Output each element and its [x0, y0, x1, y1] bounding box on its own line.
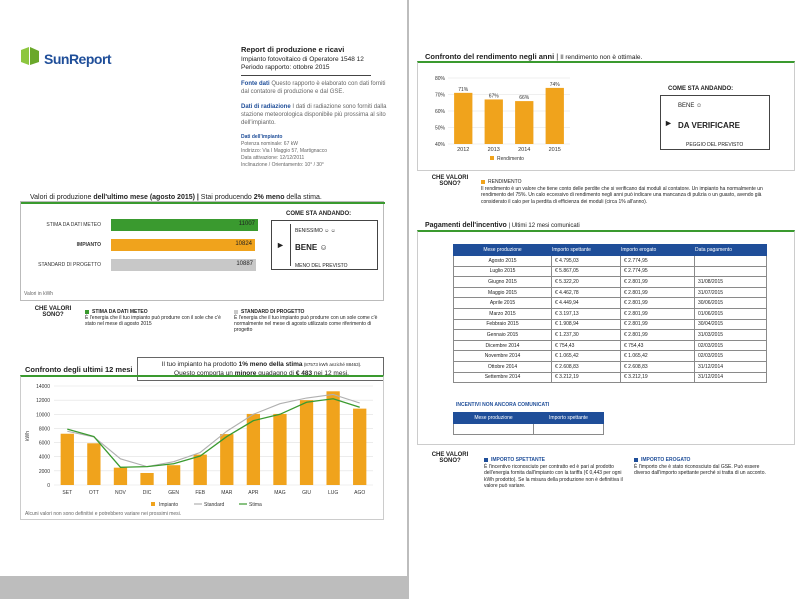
x-tick-label: GEN: [168, 490, 180, 496]
yield-status-box: [660, 95, 770, 150]
pending-header-importo: Importo spettante: [534, 413, 604, 424]
y-tick-label: 60%: [434, 109, 445, 115]
yield-panel: [417, 61, 795, 171]
x-tick-label: 2012: [457, 147, 470, 153]
bar-rendimento-2015: [546, 88, 564, 144]
x-tick-label: FEB: [195, 490, 206, 496]
callout-small: (87573 kWh anziché 88463).: [302, 362, 362, 367]
y-tick-label: 12000: [36, 398, 50, 405]
status-main-label: BENE ☺: [295, 243, 328, 252]
production-accent-line: [21, 202, 385, 204]
bar-impianto-ago: [353, 409, 366, 485]
bar-impianto-gen: [167, 465, 180, 485]
pending-empty-row: [454, 424, 604, 435]
data-label: 67%: [488, 93, 499, 100]
x-tick-label: MAG: [274, 490, 286, 496]
legend-erogato-title: IMPORTO EROGATO: [641, 457, 691, 463]
bar-rendimento-2012: [454, 93, 472, 144]
status-top-label: BENISSIMO ☺ ☺: [295, 228, 336, 234]
y-tick-label: 50%: [434, 125, 445, 132]
fonte-dati-block: [241, 80, 391, 96]
yield-title: [425, 52, 642, 61]
yield-legend-text: Il rendimento è un valore che tiene conto delle perdite che si verificano dai moduli al contatore. Un impianto ha normalmente un rendimento del 75%. Un calo eccessivo di rendimento negli anni può indicare una mancanza di pulizia o un guasto, avendo già considerato il calo per la perdita di efficienza dei moduli (circa 1% all'anno).: [481, 185, 763, 205]
report-title: Report di produzione e ricavi: [241, 45, 345, 54]
cell-data: 31/08/2015: [695, 277, 767, 288]
yield-what-title: CHE VALORI SONO?: [431, 175, 469, 187]
report-page-2: [409, 0, 800, 599]
y-tick-label: 4000: [38, 454, 50, 461]
yield-status-main: DA VERIFICARE: [678, 121, 740, 130]
table-row: [454, 256, 767, 267]
cell-spettante: € 1.065,42: [552, 351, 621, 362]
pending-title: INCENTIVI NON ANCORA COMUNICATI: [456, 402, 550, 408]
y-tick-label: 6000: [38, 440, 50, 447]
legend-spettante-swatch: [484, 458, 488, 462]
table-row: [454, 308, 767, 319]
sunreport-logo-icon: [20, 46, 40, 66]
yield-title-sep: |: [554, 52, 561, 61]
cell-mese: Aprile 2015: [454, 298, 552, 309]
months-chart: [21, 379, 383, 511]
callout-bold-2: minore: [234, 370, 257, 377]
yield-title-main: Confronto del rendimento negli anni: [425, 52, 555, 61]
callout-bold-1: 1% meno della stima: [238, 361, 303, 368]
fonte-dati-text: Questo rapporto è elaborato con dati forniti dal contatore di produzione e dal GSE.: [241, 81, 386, 95]
bar-impianto-feb: [194, 455, 207, 485]
status-scale-line: [290, 224, 291, 266]
bar-impianto-lug: [326, 391, 339, 485]
callout-bold-3: € 483: [295, 370, 313, 377]
y-tick-label: 40%: [434, 142, 445, 148]
y-tick-label: 8000: [38, 426, 50, 433]
bar-stima: [21, 219, 271, 231]
bar-impianto-value: 10824: [235, 241, 252, 247]
cell-mese: Gennaio 2015: [454, 330, 552, 341]
cell-mese: Settembre 2014: [454, 372, 552, 383]
legend-label-standard: Standard: [204, 502, 225, 508]
bar-stima-fill: [111, 219, 258, 231]
status-pointer-icon: ►: [276, 240, 285, 250]
table-row: [454, 330, 767, 341]
legend-swatch-impianto: [151, 502, 155, 506]
impianto-block: [241, 134, 327, 169]
bar-stima-label: STIMA DA DATI METEO: [46, 222, 101, 228]
impianto-line: Potenza nominale: 67 kW: [241, 141, 298, 147]
yield-legend-title: RENDIMENTO: [488, 179, 522, 185]
table-row: [454, 298, 767, 309]
data-label: 74%: [549, 81, 560, 88]
bar-standard-label: STANDARD DI PROGETTO: [38, 262, 101, 268]
cell-data: [695, 266, 767, 277]
cell-spettante: € 3.197,13: [552, 308, 621, 319]
callout-line-1: [138, 361, 385, 368]
radiazione-text: I dati di radiazione sono forniti dalla stazione meteorologica disponibile più prossima al sito dell'impianto.: [241, 104, 387, 126]
cell-data: 31/03/2015: [695, 330, 767, 341]
cell-spettante: € 1.237,30: [552, 330, 621, 341]
y-tick-label: 0: [47, 483, 50, 489]
legend-stima: [85, 309, 225, 327]
bar-impianto-mar: [220, 434, 233, 485]
header-importo-erogato: Importo erogato: [621, 245, 695, 256]
header-divider: [241, 75, 371, 76]
cell-erogato: € 2.801,99: [621, 330, 695, 341]
y-tick-label: 2000: [38, 468, 50, 475]
line-stima: [67, 399, 359, 468]
cell-erogato: € 754,43: [621, 340, 695, 351]
callout-text-2: Questo comporta un: [174, 370, 235, 377]
yield-status-top: BENE ☺: [678, 103, 703, 109]
table-row: [454, 372, 767, 383]
cell-spettante: € 4.795,03: [552, 256, 621, 267]
production-status-box: [271, 220, 378, 270]
bar-impianto-fill: [111, 239, 255, 251]
production-unit-note: Valori in kWh: [24, 291, 54, 297]
cell-mese: Luglio 2015: [454, 266, 552, 277]
cell-data: 30/04/2015: [695, 319, 767, 330]
legend-label-rendimento: Rendimento: [497, 156, 524, 162]
cell-spettante: € 5.322,20: [552, 277, 621, 288]
yield-status-title: COME STA ANDANDO:: [668, 86, 734, 92]
payments-title-note: | Ultimi 12 mesi comunicati: [506, 223, 580, 229]
cell-data: 31/12/2014: [695, 361, 767, 372]
x-tick-label: APR: [248, 490, 259, 496]
bar-standard-value: 10887: [236, 261, 253, 267]
fonte-dati-label: Fonte dati: [241, 81, 270, 87]
cell-mese: Novembre 2014: [454, 351, 552, 362]
yield-chart: [418, 68, 588, 173]
pending-header-mese: Mese produzione: [454, 413, 534, 424]
bar-impianto-mag: [273, 414, 286, 485]
cell-spettante: € 5.867,05: [552, 266, 621, 277]
production-title-bold: dell'ultimo mese (agosto 2015) |: [93, 194, 199, 201]
y-tick-label: 14000: [36, 384, 50, 390]
bar-stima-value: 11007: [238, 221, 255, 227]
yield-pointer-icon: ►: [664, 118, 673, 128]
x-tick-label: GIU: [302, 490, 311, 496]
bar-impianto-apr: [247, 414, 260, 485]
production-title-post: Stai producendo: [198, 194, 254, 201]
table-row: [454, 361, 767, 372]
cell-data: 01/06/2015: [695, 308, 767, 319]
logo: [20, 46, 40, 71]
data-label: 71%: [458, 86, 469, 93]
payments-title-main: Pagamenti dell'incentivo: [425, 222, 507, 229]
bar-rendimento-2013: [485, 99, 503, 144]
cell-erogato: € 2.801,99: [621, 319, 695, 330]
cell-data: 31/07/2015: [695, 287, 767, 298]
yield-status-bottom: PEGGIO DEL PREVISTO: [686, 142, 744, 148]
legend-stima-title: STIMA DA DATI METEO: [92, 309, 148, 315]
cell-mese: Maggio 2015: [454, 287, 552, 298]
payments-header-row: [454, 245, 767, 256]
production-panel: [20, 201, 384, 301]
header-mese: Mese produzione: [454, 245, 552, 256]
radiazione-block: [241, 103, 391, 127]
bar-impianto-label: IMPIANTO: [76, 242, 101, 248]
legend-erogato: [634, 457, 774, 477]
cell-mese: Agosto 2015: [454, 256, 552, 267]
cell-erogato: € 2.801,99: [621, 298, 695, 309]
impianto-line: Inclinazione / Orientamento: 10° / 30°: [241, 162, 324, 168]
yield-title-note: Il rendimento non è ottimale.: [560, 54, 643, 61]
cell-data: 02/03/2015: [695, 351, 767, 362]
legend-erogato-text: È l'importo che è stato riconosciuto dal GSE. Può essere diverso dall'importo spettante perché si tratta di un acconto.: [634, 463, 766, 476]
callout-text-4: nei 12 mesi.: [312, 370, 349, 377]
bar-impianto-dic: [140, 473, 153, 485]
table-row: [454, 266, 767, 277]
months-chart-title: Confronto degli ultimi 12 mesi: [25, 365, 133, 374]
production-what-title: CHE VALORI SONO?: [34, 306, 72, 318]
legend-spettante-text: È l'incentivo riconosciuto per contratto ed è pari al prodotto dell'energia fornita dall'impianto con la tariffa (€ 0,443 per ogni kWh prodotto). Se la misura della produzione non è definitiva il valore può variare.: [484, 463, 623, 489]
cell-spettante: € 754,43: [552, 340, 621, 351]
table-row: [454, 277, 767, 288]
cell-mese: Dicembre 2014: [454, 340, 552, 351]
legend-label-stima: Stima: [249, 502, 262, 508]
legend-stima-swatch: [85, 310, 89, 314]
pending-table: [453, 412, 604, 435]
legend-standard-title: STANDARD DI PROGETTO: [241, 309, 305, 315]
legend-standard: [234, 309, 384, 333]
payments-title: [425, 222, 580, 229]
cell-erogato: € 2.801,99: [621, 287, 695, 298]
yield-legend: [481, 179, 783, 205]
y-tick-label: 10000: [36, 412, 50, 419]
production-status-title: COME STA ANDANDO:: [286, 211, 352, 217]
legend-erogato-swatch: [634, 458, 638, 462]
legend-spettante-title: IMPORTO SPETTANTE: [491, 457, 545, 463]
months-chart-panel: [20, 375, 384, 520]
y-axis-label: kWh: [25, 431, 31, 441]
cell-spettante: € 3.212,19: [552, 372, 621, 383]
x-tick-label: OTT: [88, 490, 99, 496]
cell-erogato: € 2.774,95: [621, 256, 695, 267]
cell-data: 30/06/2015: [695, 298, 767, 309]
legend-label-impianto: Impianto: [159, 502, 179, 508]
y-tick-label: 80%: [434, 76, 445, 82]
table-row: [454, 351, 767, 362]
cell-spettante: € 2.608,83: [552, 361, 621, 372]
legend-standard-swatch: [234, 310, 238, 314]
callout-text-3: guadagno di: [256, 370, 296, 377]
x-tick-label: MAR: [221, 490, 233, 496]
radiazione-label: Dati di radiazione: [241, 104, 291, 110]
x-tick-label: AGO: [354, 490, 366, 496]
table-row: [454, 340, 767, 351]
bar-impianto-nov: [114, 468, 127, 485]
report-page-1: [0, 0, 407, 576]
production-title-bold2: 2% meno: [253, 194, 285, 201]
impianto-label: Dati dell'impianto: [241, 134, 283, 140]
impianto-line: Indirizzo: Via I Maggio 57, Martignacco: [241, 148, 328, 154]
header-data-pagamento: Data pagamento: [695, 245, 767, 256]
cell-mese: Marzo 2015: [454, 308, 552, 319]
cell-spettante: € 4.449,94: [552, 298, 621, 309]
y-tick-label: 70%: [434, 92, 445, 99]
cell-data: 31/12/2014: [695, 372, 767, 383]
cell-data: 02/03/2015: [695, 340, 767, 351]
cell-spettante: € 4.462,78: [552, 287, 621, 298]
status-bottom-label: MENO DEL PREVISTO: [295, 263, 348, 269]
cell-mese: Ottobre 2014: [454, 361, 552, 372]
legend-stima-text: È l'energia che il tuo impianto può produrre con il sole che c'è stato nel mese di agosto 2015: [85, 315, 221, 327]
callout-text-1: Il tuo impianto ha prodotto: [161, 361, 239, 368]
months-footnote: Alcuni valori non sono definitivi e potrebbero variare nei prossimi mesi.: [25, 511, 182, 517]
header-importo-spettante: Importo spettante: [552, 245, 621, 256]
payments-table: [453, 244, 767, 383]
impianto-line: Data attivazione: 12/12/2011: [241, 155, 305, 161]
report-subtitle-1: Impianto fotovoltaico di Operatore 1548 12: [241, 56, 364, 63]
x-tick-label: LUG: [327, 490, 339, 496]
payments-what-title: CHE VALORI SONO?: [431, 452, 469, 464]
report-subtitle-2: Periodo rapporto: ottobre 2015: [241, 64, 330, 71]
legend-standard-text: È l'energia che il tuo impianto può produrre con un sole come c'è normalmente nel mese di agosto utilizzato come riferimento di progetto: [234, 315, 378, 333]
production-title-pre: Valori di produzione: [30, 194, 94, 201]
bar-impianto-giu: [300, 400, 313, 485]
x-tick-label: SET: [62, 490, 73, 496]
bar-impianto-ott: [87, 443, 100, 485]
payments-panel: [417, 230, 795, 445]
x-tick-label: 2013: [487, 147, 500, 153]
x-tick-label: DIC: [142, 490, 152, 496]
table-row: [454, 319, 767, 330]
table-row: [454, 287, 767, 298]
cell-erogato: € 2.608,83: [621, 361, 695, 372]
pending-header-row: [454, 413, 604, 424]
legend-swatch-rendimento: [490, 156, 494, 160]
production-title-end: della stima.: [284, 194, 322, 201]
legend-spettante: [484, 457, 624, 490]
bar-standard-fill: [111, 259, 256, 271]
cell-erogato: € 3.212,19: [621, 372, 695, 383]
cell-erogato: € 2.801,99: [621, 308, 695, 319]
bar-impianto: [21, 239, 271, 251]
brand-name: SunReport: [44, 51, 112, 67]
bar-impianto-set: [61, 434, 74, 485]
x-tick-label: 2014: [518, 147, 531, 153]
cell-mese: Giugno 2015: [454, 277, 552, 288]
cell-erogato: € 1.065,42: [621, 351, 695, 362]
bar-standard: [21, 259, 271, 271]
production-title: [30, 194, 322, 201]
cell-spettante: € 1.908,94: [552, 319, 621, 330]
bar-rendimento-2014: [515, 101, 533, 144]
x-tick-label: 2015: [548, 147, 561, 153]
data-label: 66%: [519, 95, 530, 102]
cell-data: [695, 256, 767, 267]
cell-erogato: € 2.774,95: [621, 266, 695, 277]
yield-legend-swatch: [481, 180, 485, 184]
cell-erogato: € 2.801,99: [621, 277, 695, 288]
cell-mese: Febbraio 2015: [454, 319, 552, 330]
x-tick-label: NOV: [115, 490, 126, 496]
